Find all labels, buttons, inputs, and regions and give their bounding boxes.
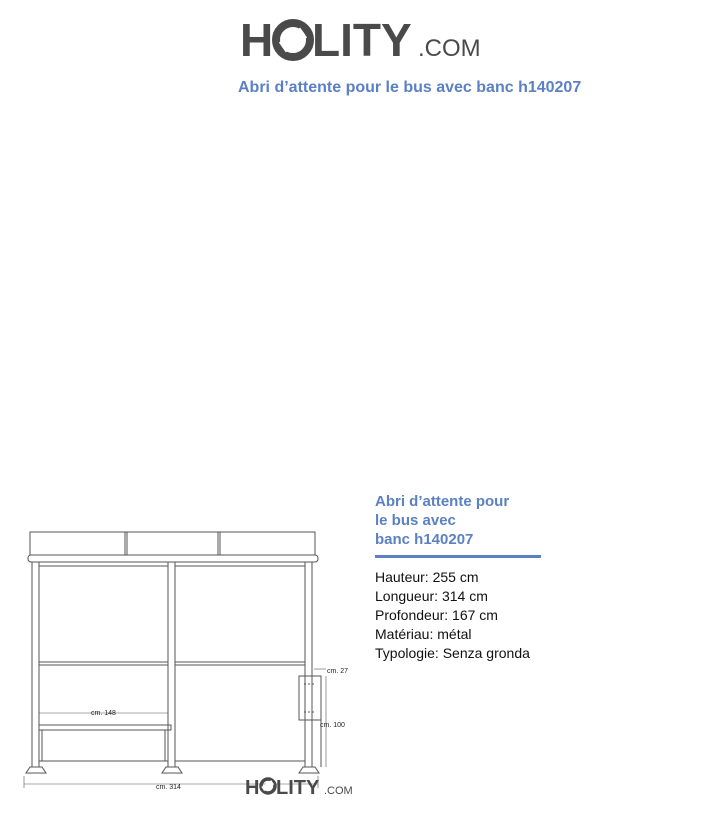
spec-title bbox=[375, 492, 525, 549]
page-title: Abri d’attente pour le bus avec banc h140207 bbox=[238, 79, 582, 96]
waste-bin bbox=[299, 676, 321, 720]
spec-title-line-2: le bus avec bbox=[375, 512, 456, 529]
technical-drawing bbox=[18, 526, 363, 801]
watermark-logo bbox=[245, 777, 353, 799]
dimension-label-bin-width: cm. 27 bbox=[327, 668, 349, 675]
logo-o-icon bbox=[276, 23, 310, 57]
right-post bbox=[305, 562, 312, 767]
left-post bbox=[32, 562, 39, 767]
roof-outline bbox=[30, 532, 315, 555]
middle-base bbox=[162, 767, 182, 773]
dimension-label-bin-height: cm. 100 bbox=[320, 722, 345, 729]
logo-word-lity: LITY bbox=[312, 14, 412, 66]
roof-beam bbox=[28, 555, 318, 562]
spec-item-height: Hauteur: 255 cm bbox=[375, 569, 479, 585]
product-specs bbox=[375, 492, 545, 663]
right-base bbox=[299, 767, 319, 773]
spec-item-typology: Typologie: Senza gronda bbox=[375, 645, 530, 661]
watermark-o-icon bbox=[261, 779, 275, 793]
spec-divider bbox=[375, 555, 541, 558]
watermark-letter-h: H bbox=[245, 777, 260, 799]
spec-item-depth: Profondeur: 167 cm bbox=[375, 607, 498, 623]
dimension-label-length: cm. 314 bbox=[156, 784, 181, 791]
bench-seat bbox=[39, 725, 171, 730]
spec-title-line-1: Abri d’attente pour bbox=[375, 493, 510, 510]
spec-item-material: Matériau: métal bbox=[375, 626, 472, 642]
dimension-label-width: cm. 148 bbox=[91, 710, 116, 717]
watermark-suffix-com: .COM bbox=[324, 785, 353, 797]
watermark-word-lity: LITY bbox=[276, 777, 320, 799]
holity-logo[interactable] bbox=[240, 14, 490, 66]
middle-post bbox=[168, 562, 175, 767]
logo-letter-h: H bbox=[240, 14, 274, 66]
logo-suffix-com: .COM bbox=[418, 35, 481, 62]
spec-list bbox=[375, 568, 545, 663]
right-glass-panel bbox=[175, 566, 305, 761]
left-glass-panel bbox=[39, 566, 168, 761]
spec-title-line-3: banc h140207 bbox=[375, 531, 474, 548]
spec-item-length: Longueur: 314 cm bbox=[375, 588, 488, 604]
left-base bbox=[26, 767, 46, 773]
